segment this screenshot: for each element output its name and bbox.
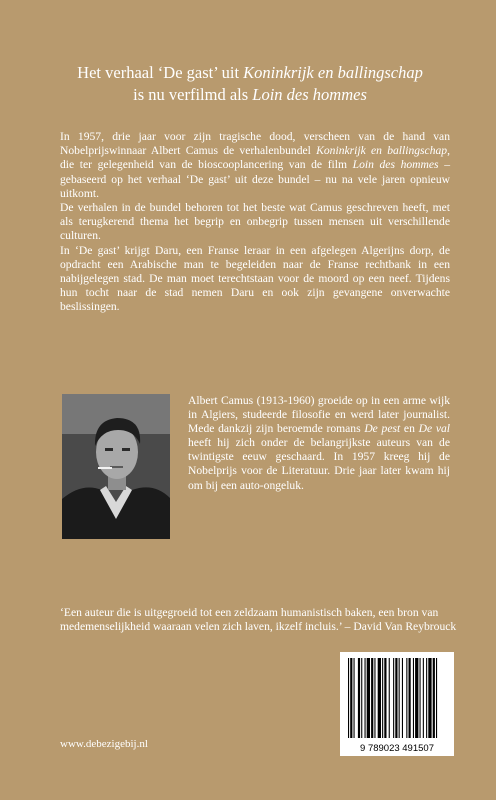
barcode-bar bbox=[428, 658, 431, 738]
barcode-bar bbox=[358, 658, 360, 738]
barcode-bar bbox=[389, 658, 390, 738]
barcode-bar bbox=[402, 658, 403, 738]
intro-text bbox=[60, 130, 450, 315]
barcode-bar bbox=[374, 658, 375, 738]
barcode-bar bbox=[423, 658, 424, 738]
barcode-digits: 9 789023 491507 bbox=[360, 743, 434, 754]
author-photo bbox=[62, 394, 170, 539]
headline-line-1: Het verhaal ‘De gast’ uit Koninkrijk en ballingschap bbox=[77, 63, 423, 82]
barcode-bar bbox=[406, 658, 407, 738]
barcode-bar bbox=[354, 658, 355, 738]
author-portrait-image bbox=[62, 394, 170, 539]
barcode-bar bbox=[378, 658, 381, 738]
barcode-bar bbox=[384, 658, 386, 738]
book-title: Koninkrijk en ballingschap bbox=[243, 63, 423, 82]
barcode-bar bbox=[382, 658, 383, 738]
film-title: Loin des hommes bbox=[252, 85, 367, 104]
barcode-bar bbox=[367, 658, 370, 738]
review-quote: ‘Een auteur die is uitgegroeid tot een zeldzaam humanistisch baken, een bron van medemenselijkheid waaraan velen zich laven, ikzelf incluis.’ – David Van Reybrouck bbox=[60, 606, 457, 634]
isbn-barcode bbox=[340, 652, 454, 756]
intro-paragraph-1: In 1957, drie jaar voor zijn tragische dood, verscheen van de hand van Nobelprijswinnaar Albert Camus de verhalenbundel Koninkrijk en ballingschap, die ter gelegenheid van de bioscooplancering van de film Loin des hommes – gebaseerd op het verhaal ‘De gast’ uit deze bundel – nu na vele jaren opnieuw uitkomt. bbox=[60, 130, 451, 200]
barcode-bar bbox=[409, 658, 411, 738]
author-bio: Albert Camus (1913-1960) groeide op in een arme wijk in Algiers, studeerde filosofie en werd later journalist. Mede dankzij zijn beroemde romans De pest en De val heeft hij zich onder de belangrijkste auteurs van de twintigste eeuw geschaard. In 1957 kreeg hij de Nobelprijs voor de Literatuur. Drie jaar later kwam hij om bij een auto-ongeluk. bbox=[188, 394, 450, 492]
barcode-bar bbox=[348, 658, 349, 738]
intro-paragraph-2: De verhalen in de bundel behoren tot het beste wat Camus geschreven heeft, met als terugkerend thema het begrip en onbegrip tussen mensen uit verschillende culturen. bbox=[60, 201, 450, 243]
barcode-bar bbox=[420, 658, 421, 738]
barcode-bar bbox=[436, 658, 437, 738]
barcode-bar bbox=[393, 658, 394, 738]
barcode-bar bbox=[395, 658, 397, 738]
barcode-bar bbox=[413, 658, 414, 738]
barcode-bar bbox=[365, 658, 366, 738]
barcode-graphic bbox=[340, 652, 454, 756]
barcode-bar bbox=[426, 658, 427, 738]
headline-line-2: is nu verfilmd als Loin des hommes bbox=[133, 85, 367, 104]
barcode-bar bbox=[350, 658, 352, 738]
barcode-bar bbox=[433, 658, 435, 738]
intro-paragraph-3: In ‘De gast’ krijgt Daru, een Franse leraar in een afgelegen Algerijns dorp, de opdracht een Arabische man te begeleiden naar de Franse rechtbank in een nabijgelegen stad. De man moet terechtstaan voor de moord op een neef. Tijdens hun tocht naar de stad nemen Daru en ook zijn gevangene onverwachte beslissingen. bbox=[60, 243, 450, 314]
barcode-bar bbox=[399, 658, 400, 738]
publisher-website[interactable]: www.debezigebij.nl bbox=[60, 738, 148, 750]
headline bbox=[40, 62, 460, 106]
barcode-bar bbox=[415, 658, 418, 738]
barcode-bar bbox=[371, 658, 373, 738]
barcode-bar bbox=[361, 658, 362, 738]
